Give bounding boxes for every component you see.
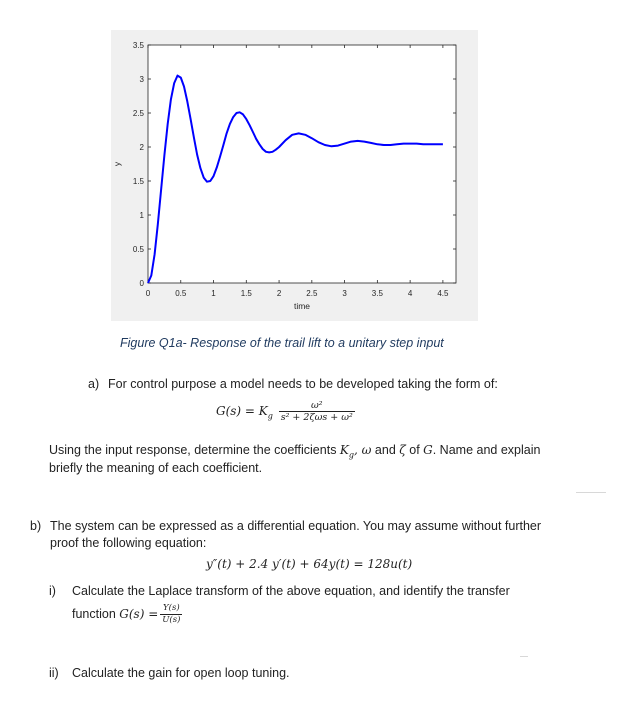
y-tick-label: 1: [139, 211, 144, 220]
part-a-question-line2: briefly the meaning of each coefficient.: [49, 461, 263, 475]
transfer-denominator: U(s): [162, 615, 181, 625]
y-tick-label: 3.5: [132, 41, 144, 50]
x-tick-label: 4.5: [437, 289, 449, 298]
equation-lhs: G(s) = K: [216, 404, 268, 418]
x-tick-label: 4: [407, 289, 413, 298]
x-tick-label: 2.5: [306, 289, 318, 298]
y-tick-label: 0: [139, 279, 144, 288]
equation-denominator: s² + 2ζωs + ω²: [280, 412, 353, 423]
q1-math3: ζ: [399, 443, 406, 457]
y-tick-label: 3: [139, 75, 144, 84]
q1-post: . Name and explain: [432, 443, 541, 457]
q1-math2: , ω: [354, 443, 372, 457]
part-a-equation: [216, 400, 357, 424]
plot-area: [148, 45, 456, 283]
y-tick-label: 0.5: [132, 245, 144, 254]
mark: [520, 656, 528, 657]
divider: [576, 492, 606, 493]
part-b-line2: proof the following equation:: [50, 536, 207, 550]
equation-numerator: ω²: [279, 400, 355, 412]
x-tick-label: 3.5: [371, 289, 383, 298]
q1-math: K: [339, 443, 349, 457]
y-tick-label: 2.5: [132, 109, 144, 118]
x-tick-label: 0: [145, 289, 151, 298]
sub-ii-label: ii): [49, 666, 59, 680]
x-axis-label: time: [293, 301, 311, 311]
transfer-numerator: Y(s): [160, 603, 182, 615]
differential-equation: y″(t) + 2.4 y′(t) + 64y(t) = 128u(t): [206, 557, 413, 571]
q1-pre: Using the input response, determine the coefficients: [49, 443, 340, 457]
x-tick-label: 1.5: [240, 289, 252, 298]
part-a-intro: For control purpose a model needs to be developed taking the form of:: [108, 377, 498, 391]
q1-mid2: of: [405, 443, 424, 457]
part-b-label: b): [30, 519, 42, 533]
q1-sub: g: [348, 450, 355, 460]
x-tick-label: 0.5: [175, 289, 187, 298]
x-tick-label: 3: [342, 289, 347, 298]
part-b-line1: The system can be expressed as a differential equation. You may assume without further: [50, 519, 542, 533]
equation-fraction: [279, 400, 355, 423]
x-tick-label: 2: [276, 289, 282, 298]
transfer-fraction: [160, 603, 182, 626]
y-tick-label: 1.5: [132, 177, 144, 186]
equation-sub: g: [267, 411, 273, 421]
q1-math4: G: [423, 443, 433, 457]
part-a-label: a): [88, 377, 100, 391]
sub-i-line2: [72, 603, 184, 626]
x-tick-label: 1: [211, 289, 216, 298]
q1-mid: and: [371, 443, 400, 457]
y-tick-label: 2: [139, 143, 144, 152]
sub-i-pre: function: [72, 606, 120, 621]
y-axis-label: y: [112, 161, 122, 167]
sub-ii-text: Calculate the gain for open loop tuning.: [72, 666, 290, 680]
sub-i-label: i): [49, 584, 56, 598]
sub-i-func: G(s) =: [119, 606, 159, 621]
step-response-chart: [0, 0, 621, 330]
figure-caption: Figure Q1a- Response of the trail lift to a unitary step input: [120, 336, 444, 350]
sub-i-line1: Calculate the Laplace transform of the above equation, and identify the transfer: [72, 584, 510, 598]
